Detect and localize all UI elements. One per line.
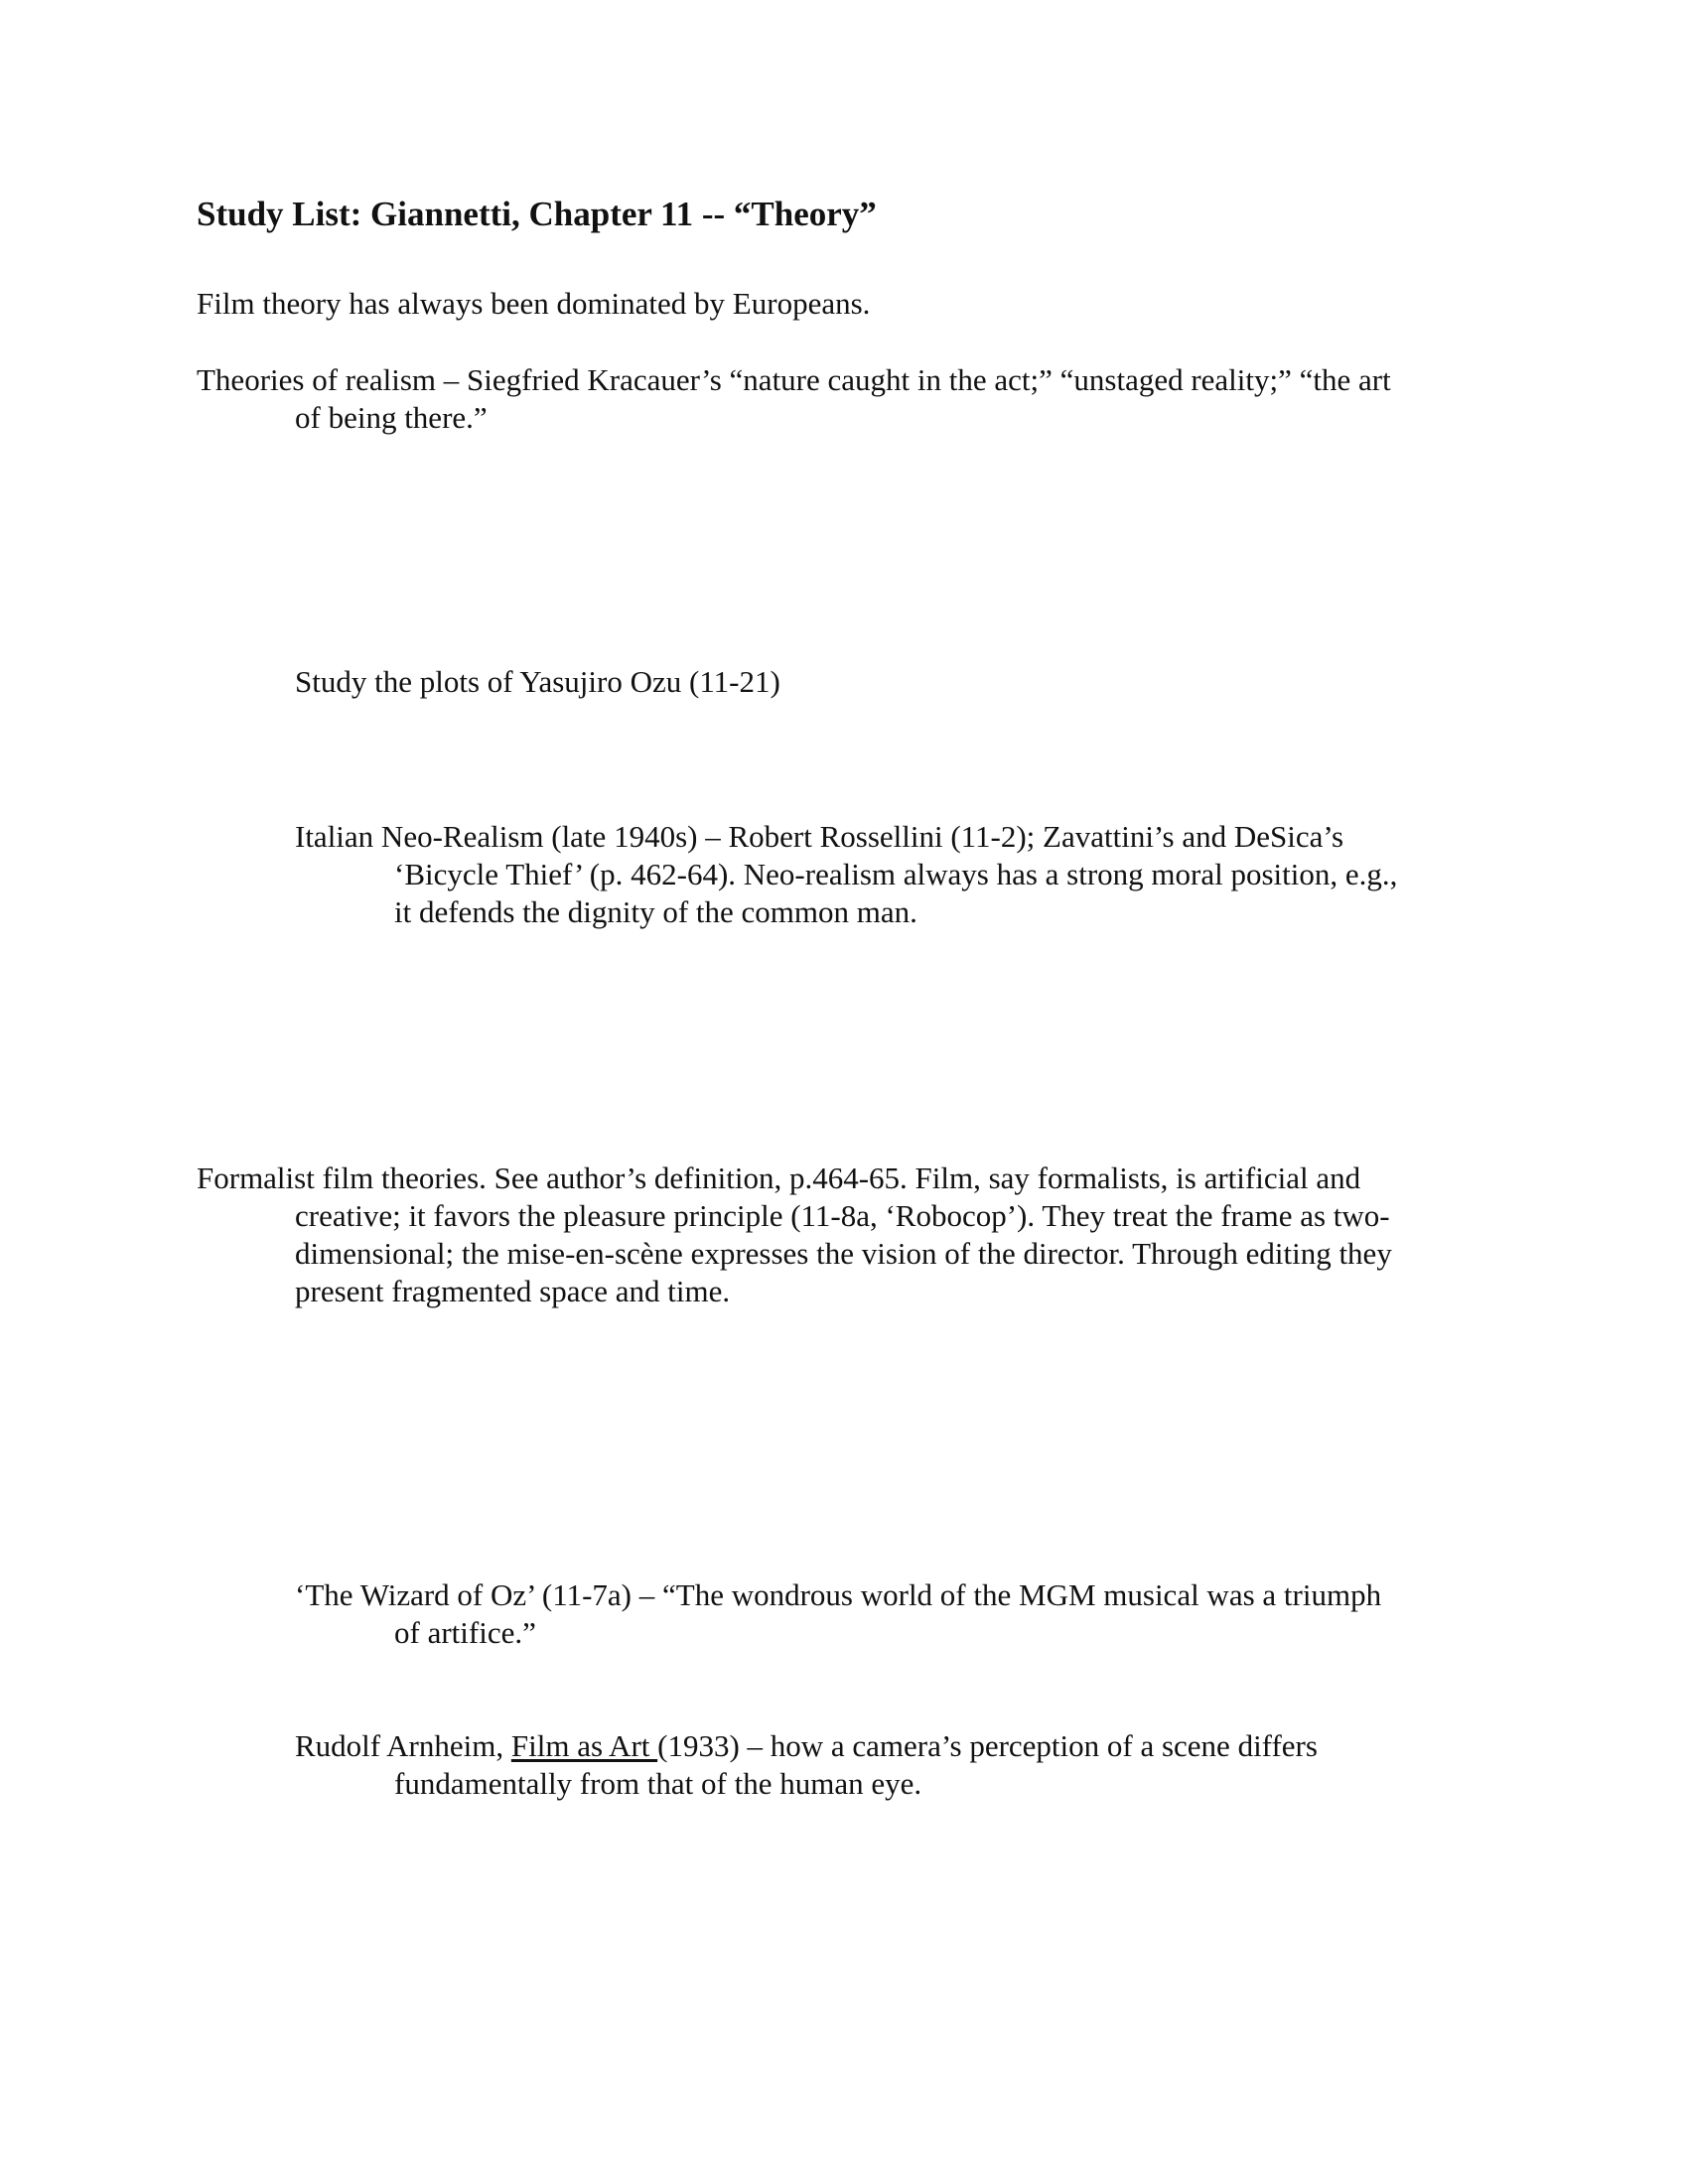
paragraph-realism bbox=[197, 361, 1391, 437]
text-line: Formalist film theories. See author’s definition, p.464-65. Film, say formalists, is artificial and bbox=[197, 1160, 1361, 1195]
text-line: Italian Neo-Realism (late 1940s) – Robert Rossellini (11-2); Zavattini’s and DeSica’s bbox=[295, 819, 1344, 854]
text-line: Film theory has always been dominated by Europeans. bbox=[197, 286, 871, 321]
text-segment: (1933) – how a camera’s perception of a scene differs bbox=[657, 1728, 1318, 1763]
text-line: fundamentally from that of the human eye. bbox=[394, 1766, 922, 1801]
text-line: present fragmented space and time. bbox=[295, 1274, 731, 1308]
paragraph-neorealism bbox=[295, 818, 1397, 931]
paragraph-europeans bbox=[197, 285, 870, 323]
text-line: creative; it favors the pleasure principle (11-8a, ‘Robocop’). They treat the frame as two- bbox=[295, 1198, 1390, 1233]
text-segment: Rudolf Arnheim, bbox=[295, 1728, 511, 1763]
text-line bbox=[295, 1727, 1318, 1765]
page-title: Study List: Giannetti, Chapter 11 -- “Theory” bbox=[197, 195, 877, 233]
text-line: ‘The Wizard of Oz’ (11-7a) – “The wondrous world of the MGM musical was a triumph bbox=[295, 1577, 1382, 1612]
paragraph-arnheim bbox=[295, 1727, 1318, 1803]
text-line: Theories of realism – Siegfried Kracauer’s “nature caught in the act;” “unstaged reality;” “the art bbox=[197, 362, 1391, 397]
text-line: Study the plots of Yasujiro Ozu (11-21) bbox=[295, 664, 780, 699]
paragraph-formalist bbox=[197, 1160, 1392, 1310]
paragraph-ozu bbox=[295, 663, 780, 701]
text-line: it defends the dignity of the common man. bbox=[394, 894, 917, 929]
text-line: dimensional; the mise-en-scène expresses the vision of the director. Through editing they bbox=[295, 1236, 1392, 1271]
text-line: ‘Bicycle Thief’ (p. 462-64). Neo-realism always has a strong moral position, e.g., bbox=[394, 857, 1398, 891]
text-line: of being there.” bbox=[295, 400, 488, 435]
paragraph-wizard bbox=[295, 1576, 1381, 1652]
text-line: of artifice.” bbox=[394, 1615, 536, 1650]
book-title-underlined: Film as Art bbox=[510, 1728, 658, 1763]
